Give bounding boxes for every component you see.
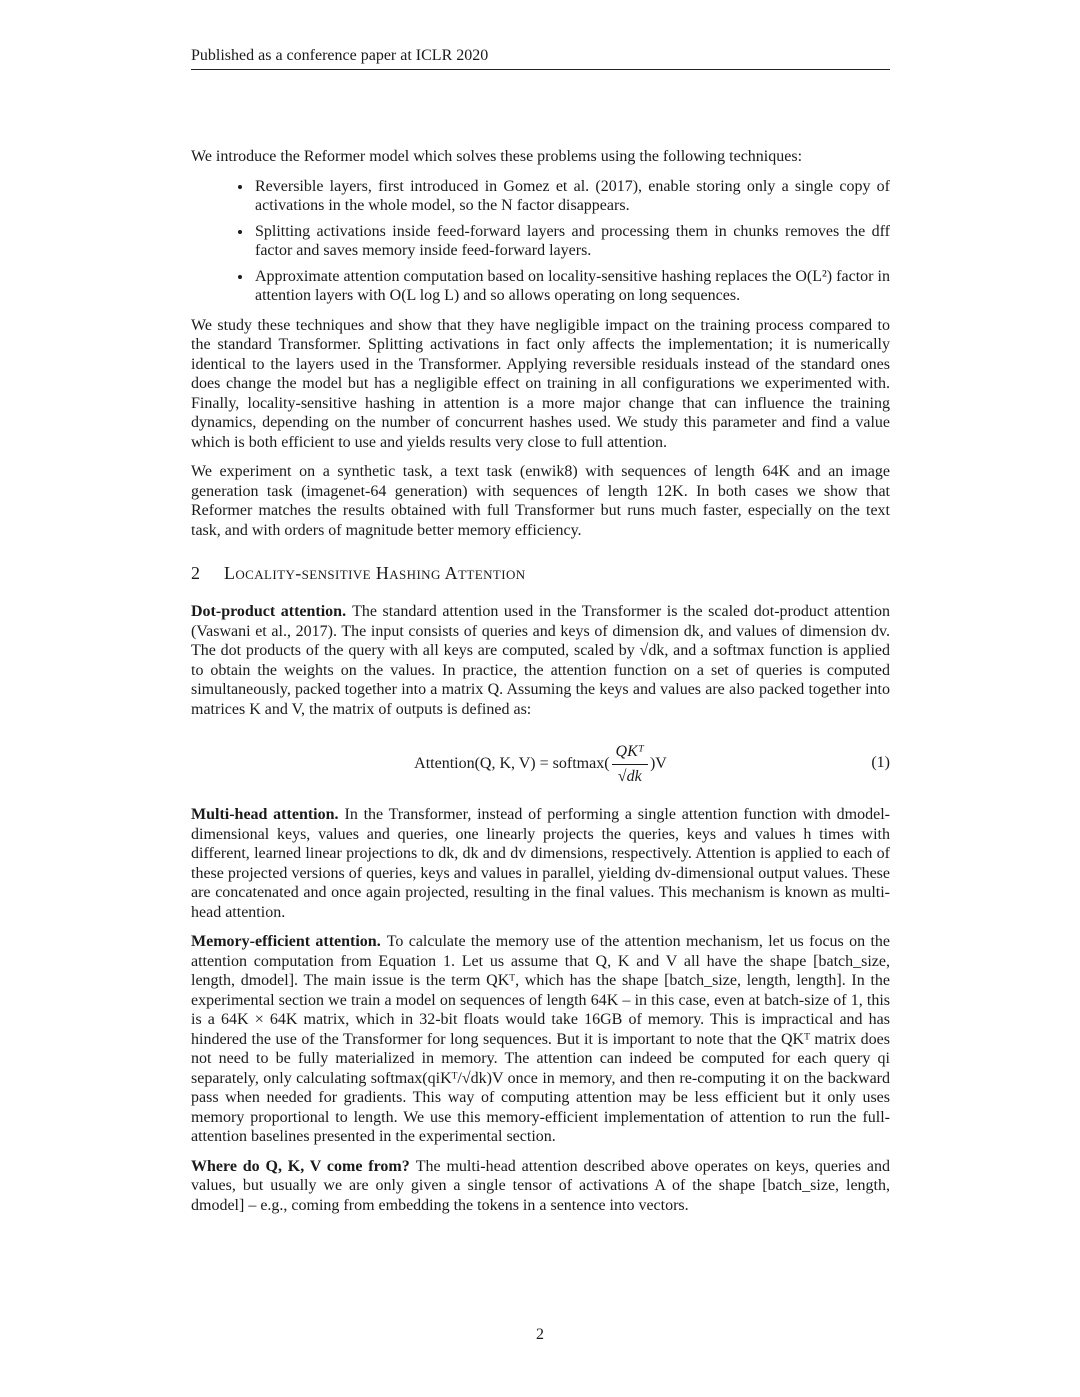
- list-item: • Splitting activations inside feed-forward layers and processing them in chunks removes the dff factor and saves memory inside feed-forward layers.: [253, 222, 890, 261]
- paragraph-text: In the Transformer, instead of performing a single attention function with dmodel-dimensional keys, values and queries, one linearly projects the queries, keys and values h times with different, learned linear projections to dk, dk and dv dimensions, respectively. Attention is applied to each of these projected versions of queries, keys and values in parallel, yielding dv-dimensional output values. These are concatenated and once again projected, resulting in the final values. This mechanism is known as multi-head attention.: [191, 806, 890, 921]
- section-heading: [191, 562, 890, 584]
- section-title: Locality-sensitive Hashing Attention: [224, 563, 526, 583]
- equation-fraction: [612, 742, 648, 786]
- section-number: 2: [191, 563, 200, 583]
- run-in-heading: Multi-head attention.: [191, 806, 339, 823]
- list-item: • Reversible layers, first introduced in Gomez et al. (2017), enable storing only a single copy of activations in the whole model, so the N factor disappears.: [253, 177, 890, 216]
- paragraph-multi-head: [191, 805, 890, 922]
- paragraph-experiment: We experiment on a synthetic task, a text task (enwik8) with sequences of length 64K and an image generation task (imagenet-64 generation) with sequences of length 12K. In both cases we show that Reformer matches the results obtained with full Transformer but runs much faster, especially on the text task, and with orders of magnitude better memory efficiency.: [191, 463, 890, 539]
- fraction-denominator: √dk: [617, 767, 642, 785]
- run-in-heading: Where do Q, K, V come from?: [191, 1157, 410, 1175]
- equation-number: (1): [871, 754, 890, 771]
- equation-body: [414, 742, 667, 786]
- paragraph-text: To calculate the memory use of the attention mechanism, let us focus on the attention computation from Equation 1. Let us assume that Q, K and V all have the shape [batch_size, length, dmodel]. The main issue is the term QKᵀ, which has the shape [batch_size, length, length]. In the experimental section we train a model on sequences of length 64K – in this case, even at batch-size of 1, this is a 64K × 64K matrix, which in 32-bit floats would take 16GB of memory. This is impractical and has hindered the use of the Transformer for long sequences. But it is important to note that the QKᵀ matrix does not need to be fully materialized in memory. The attention can indeed be computed for each query qi separately, only calculating softmax(qiKᵀ/√dk)V once in memory, and then re-computing it on the backward pass when needed for gradients. This way of computing attention may be less efficient but it only uses memory proportional to length. We use this memory-efficient implementation of attention to run the full-attention baselines presented in the experimental section.: [191, 933, 891, 1145]
- paragraph-qkv-source: [191, 1157, 890, 1216]
- equation-1: [191, 733, 890, 795]
- paragraph-dot-product: [191, 602, 890, 719]
- page-number: 2: [536, 1326, 544, 1343]
- fraction-numerator: QKᵀ: [612, 742, 648, 765]
- intro-lead: We introduce the Reformer model which solves these problems using the following techniques:: [191, 148, 803, 165]
- main-text: [191, 147, 890, 1225]
- paragraph-text: The standard attention used in the Transformer is the scaled dot-product attention (Vaswani et al., 2017). The input consists of queries and keys of dimension dk, and values of dimension dv. The dot products of the query with all keys are computed, scaled by √dk, and a softmax function is applied to obtain the weights on the values. In practice, the attention function on a set of queries is computed simultaneously, packed together into a matrix Q. Assuming the keys and values are also packed together into matrices K and V, the matrix of outputs is defined as:: [191, 603, 890, 718]
- equation-lhs: Attention(Q, K, V) = softmax(: [414, 755, 610, 773]
- paragraph-study: We study these techniques and show that they have negligible impact on the training process compared to the standard Transformer. Splitting activations in fact only affects the implementation; it is numerically identical to the layers used in the Transformer. Applying reversible residuals instead of the standard ones does change the model but has a negligible effect on training in all configurations we experimented with. Finally, locality-sensitive hashing in attention is a more major change that can influence the training dynamics, depending on the number of concurrent hashes used. We study this parameter and find a value which is both efficient to use and yields results very close to full attention.: [191, 316, 890, 451]
- running-header: Published as a conference paper at ICLR 2020: [191, 46, 890, 70]
- run-in-heading: Dot-product attention.: [191, 603, 347, 620]
- paragraph-memory-efficient: [191, 932, 890, 1147]
- equation-rhs: )V: [649, 755, 667, 773]
- technique-list: [191, 177, 890, 306]
- list-item: • Approximate attention computation based on locality-sensitive hashing replaces the O(L²) factor in attention layers with O(L log L) and so allows operating on long sequences.: [253, 267, 890, 306]
- paragraph-text: The multi-head attention described above operates on keys, queries and values, but usually we are only given a single tensor of activations A of the shape [batch_size, length, dmodel] – e.g., coming from embedding the tokens in a sentence into vectors.: [191, 1157, 890, 1214]
- run-in-heading: Memory-efficient attention.: [191, 933, 381, 950]
